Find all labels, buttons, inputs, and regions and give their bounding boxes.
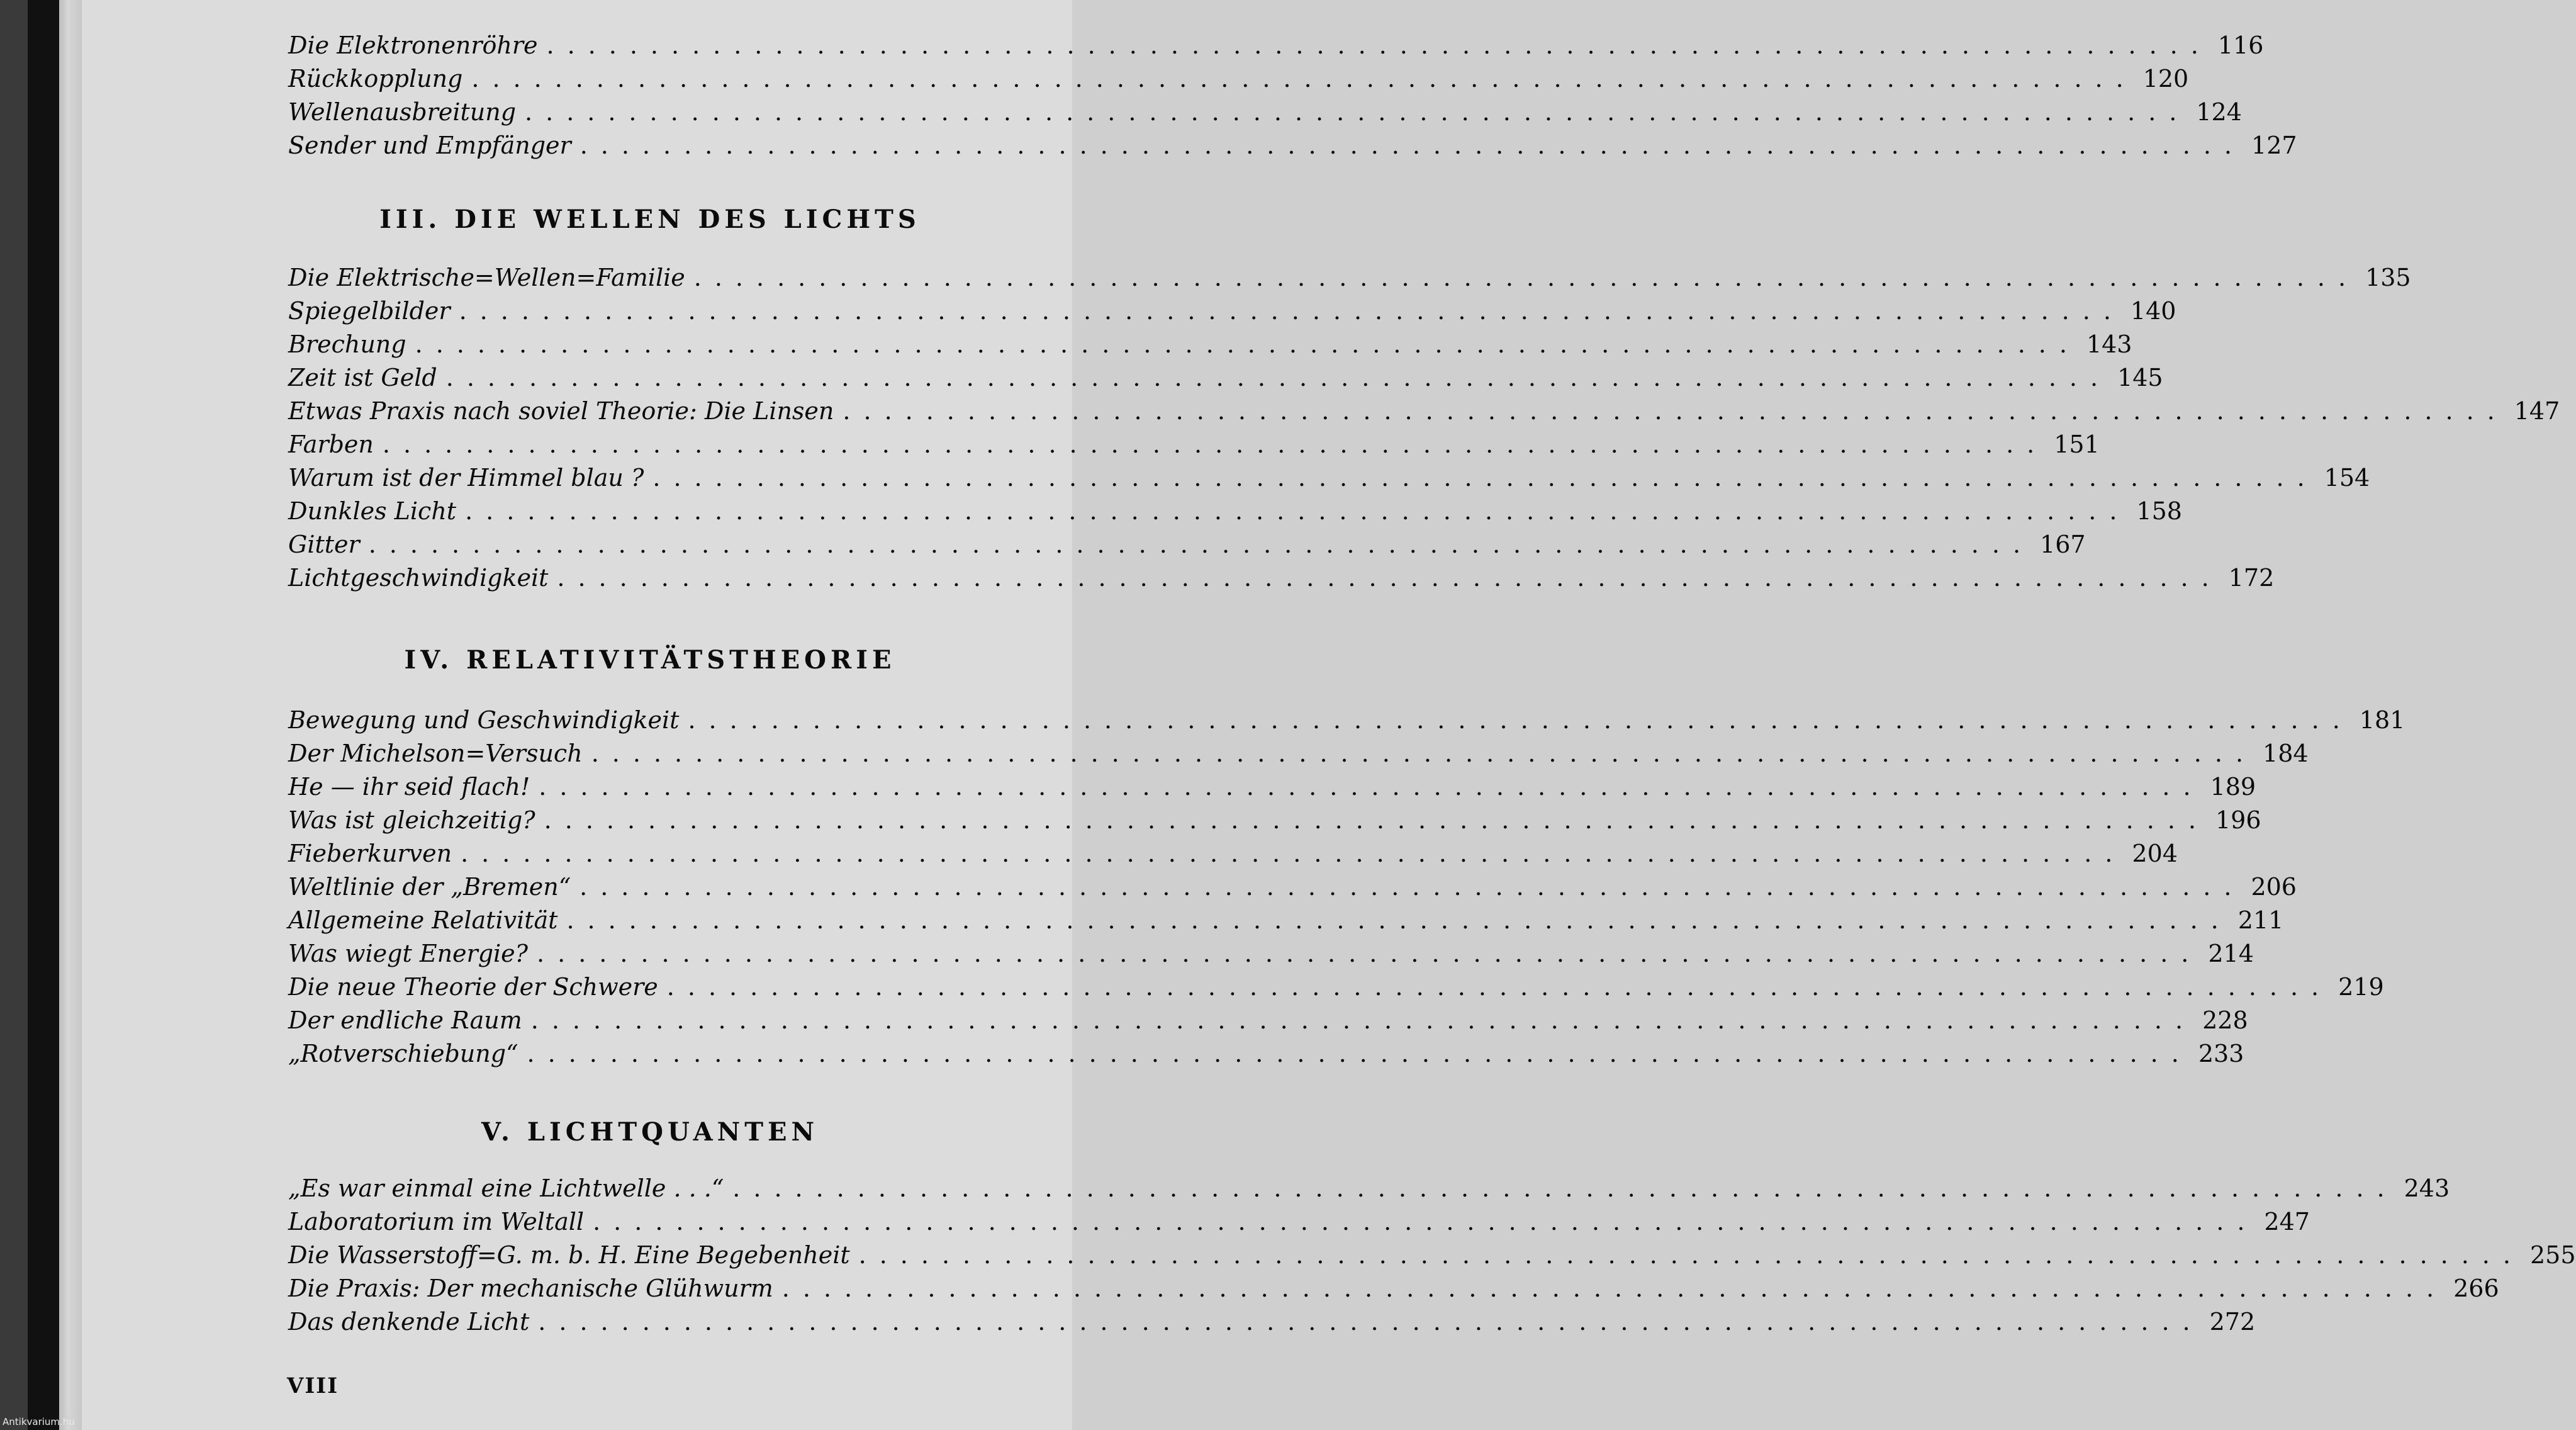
toc-entry bbox=[288, 428, 2100, 461]
dot-leader: ................................................................................ bbox=[537, 940, 2202, 967]
toc-entry bbox=[288, 461, 2370, 495]
toc-entry-title: Was wiegt Energie? bbox=[288, 940, 529, 967]
toc-entry-page: 211 bbox=[2237, 906, 2284, 934]
section-heading-5: V. LICHTQUANTEN bbox=[481, 1117, 819, 1147]
toc-entry-title: Zeit ist Geld bbox=[288, 364, 437, 391]
toc-entry bbox=[288, 29, 2264, 62]
toc-entry-page: 204 bbox=[2132, 840, 2178, 867]
book-spine bbox=[0, 0, 28, 1430]
toc-entry-title: He — ihr seid flach! bbox=[288, 773, 530, 801]
toc-entry-title: Brechung bbox=[288, 330, 406, 358]
dot-leader: ................................................................................ bbox=[591, 740, 2257, 767]
dot-leader: ................................................................................ bbox=[415, 330, 2080, 358]
toc-entry bbox=[288, 395, 2560, 428]
toc-entry-page: 243 bbox=[2404, 1174, 2450, 1202]
toc-entry bbox=[288, 261, 2411, 295]
toc-entry bbox=[288, 1305, 2256, 1339]
toc-entry-title: „Es war einmal eine Lichtwelle . . .“ bbox=[288, 1174, 724, 1202]
toc-list bbox=[288, 29, 2297, 162]
toc-entry bbox=[288, 971, 2384, 1004]
toc-entry-title: Sender und Empfänger bbox=[288, 132, 571, 159]
toc-entry bbox=[288, 495, 2182, 528]
toc-entry-title: Weltlinie der „Bremen“ bbox=[288, 873, 571, 901]
toc-entry-page: 140 bbox=[2130, 297, 2176, 325]
toc-entry-title: Rückkopplung bbox=[288, 65, 463, 93]
toc-list bbox=[288, 1172, 2576, 1339]
toc-entry bbox=[288, 1272, 2499, 1305]
dot-leader: ................................................................................ bbox=[652, 464, 2318, 492]
toc-entry-page: 158 bbox=[2136, 497, 2182, 525]
toc-entry bbox=[288, 904, 2284, 937]
toc-entry bbox=[288, 1205, 2310, 1239]
dot-leader: ................................................................................ bbox=[843, 397, 2508, 425]
toc-entry-title: Wellenausbreitung bbox=[288, 98, 517, 126]
dot-leader: ................................................................................ bbox=[544, 806, 2209, 834]
toc-entry bbox=[288, 737, 2309, 770]
toc-entry-page: 127 bbox=[2251, 132, 2297, 159]
dot-leader: ................................................................................ bbox=[693, 264, 2360, 291]
dot-leader: ................................................................................ bbox=[557, 564, 2222, 592]
dot-leader: ................................................................................ bbox=[527, 1040, 2192, 1067]
toc-entry bbox=[288, 804, 2261, 837]
dot-leader: ................................................................................ bbox=[580, 132, 2246, 159]
toc-entry-page: 233 bbox=[2198, 1040, 2244, 1067]
dot-leader: ................................................................................ bbox=[566, 906, 2232, 934]
toc-entry-title: Fieberkurven bbox=[288, 840, 452, 867]
dot-leader: ................................................................................ bbox=[382, 431, 2048, 458]
toc-entry-title: Gitter bbox=[288, 531, 360, 558]
toc-list bbox=[288, 261, 2560, 595]
toc-entry-page: 167 bbox=[2040, 531, 2086, 558]
dot-leader: ................................................................................ bbox=[538, 1308, 2204, 1336]
dot-leader: ................................................................................ bbox=[593, 1208, 2258, 1236]
toc-entry-title: Etwas Praxis nach soviel Theorie: Die Linsen bbox=[288, 397, 834, 425]
toc-entry-title: Bewegung und Geschwindigkeit bbox=[288, 706, 680, 734]
toc-entry-title: Farben bbox=[288, 431, 374, 458]
page-number: VIII bbox=[287, 1373, 339, 1399]
toc-entry-page: 147 bbox=[2514, 397, 2560, 425]
toc-entry bbox=[288, 1172, 2450, 1205]
toc-entry-title: Der endliche Raum bbox=[288, 1006, 522, 1034]
section-heading-3: III. DIE WELLEN DES LICHTS bbox=[379, 205, 921, 234]
toc-entry-title: Die Elektrische=Wellen=Familie bbox=[288, 264, 685, 291]
toc-entry-page: 247 bbox=[2264, 1208, 2310, 1236]
toc-entry-page: 181 bbox=[2359, 706, 2405, 734]
dot-leader: ................................................................................ bbox=[465, 497, 2131, 525]
toc-entry-title: Warum ist der Himmel blau ? bbox=[288, 464, 644, 492]
toc-entry-page: 145 bbox=[2117, 364, 2163, 391]
dot-leader: ................................................................................ bbox=[688, 706, 2353, 734]
toc-entry-page: 214 bbox=[2208, 940, 2254, 967]
toc-list bbox=[288, 704, 2405, 1071]
toc-entry-page: 266 bbox=[2453, 1275, 2499, 1302]
toc-entry-title: Dunkles Licht bbox=[288, 497, 457, 525]
dot-leader: ................................................................................ bbox=[445, 364, 2112, 391]
dot-leader: ................................................................................ bbox=[368, 531, 2034, 558]
toc-entry bbox=[288, 328, 2132, 361]
toc-entry bbox=[288, 870, 2297, 904]
toc-entry bbox=[288, 62, 2189, 96]
watermark-text: Antikvarium.hu bbox=[3, 1416, 75, 1427]
dot-leader: ................................................................................ bbox=[461, 840, 2126, 867]
toc-entry bbox=[288, 361, 2163, 395]
toc-entry-page: 255 bbox=[2529, 1241, 2576, 1269]
toc-entry-page: 196 bbox=[2215, 806, 2261, 834]
toc-entry-page: 228 bbox=[2202, 1006, 2248, 1034]
toc-entry-title: Die Elektronenröhre bbox=[288, 31, 538, 59]
toc-entry-page: 124 bbox=[2196, 98, 2242, 126]
toc-entry-page: 219 bbox=[2338, 973, 2384, 1001]
toc-entry-title: Was ist gleichzeitig? bbox=[288, 806, 535, 834]
toc-entry bbox=[288, 837, 2178, 870]
dot-leader: ................................................................................ bbox=[580, 873, 2245, 901]
toc-entry bbox=[288, 1037, 2244, 1071]
dot-leader: ................................................................................ bbox=[666, 973, 2332, 1001]
dot-leader: ................................................................................ bbox=[732, 1174, 2398, 1202]
section-heading-4: IV. RELATIVITÄTSTHEORIE bbox=[404, 645, 896, 675]
toc-entry bbox=[288, 1004, 2248, 1037]
toc-entry bbox=[288, 528, 2086, 561]
toc-entry-title: Das denkende Licht bbox=[288, 1308, 530, 1336]
dot-leader: ................................................................................ bbox=[781, 1275, 2448, 1302]
toc-entry-page: 120 bbox=[2142, 65, 2189, 93]
toc-entry-title: „Rotverschiebung“ bbox=[288, 1040, 518, 1067]
dot-leader: ................................................................................ bbox=[539, 773, 2204, 801]
toc-entry bbox=[288, 770, 2256, 804]
toc-entry bbox=[288, 96, 2242, 129]
toc-entry bbox=[288, 937, 2254, 971]
toc-entry bbox=[288, 561, 2275, 595]
toc-entry-title: Die Praxis: Der mechanische Glühwurm bbox=[288, 1275, 773, 1302]
dot-leader: ................................................................................ bbox=[546, 31, 2212, 59]
toc-entry-page: 272 bbox=[2209, 1308, 2256, 1336]
toc-entry-title: Allgemeine Relativität bbox=[288, 906, 558, 934]
toc-entry-title: Lichtgeschwindigkeit bbox=[288, 564, 549, 592]
toc-entry bbox=[288, 704, 2405, 737]
dot-leader: ................................................................................ bbox=[471, 65, 2137, 93]
toc-entry-page: 206 bbox=[2251, 873, 2297, 901]
toc-entry-title: Die neue Theorie der Schwere bbox=[288, 973, 658, 1001]
toc-entry-title: Die Wasserstoff=G. m. b. H. Eine Begebenheit bbox=[288, 1241, 850, 1269]
toc-entry-page: 135 bbox=[2365, 264, 2411, 291]
toc-entry-title: Laboratorium im Weltall bbox=[288, 1208, 585, 1236]
toc-entry-title: Der Michelson=Versuch bbox=[288, 740, 583, 767]
toc-entry-page: 184 bbox=[2263, 740, 2309, 767]
toc-entry-page: 143 bbox=[2086, 330, 2132, 358]
page-edge bbox=[59, 0, 82, 1430]
dot-leader: ................................................................................ bbox=[530, 1006, 2197, 1034]
toc-entry-title: Spiegelbilder bbox=[288, 297, 451, 325]
dot-leader: ................................................................................ bbox=[858, 1241, 2524, 1269]
toc-entry-page: 189 bbox=[2210, 773, 2256, 801]
toc-entry-page: 172 bbox=[2228, 564, 2275, 592]
toc-entry-page: 116 bbox=[2217, 31, 2264, 59]
toc-entry bbox=[288, 1239, 2576, 1272]
toc-entry-page: 151 bbox=[2054, 431, 2100, 458]
dot-leader: ................................................................................ bbox=[525, 98, 2190, 126]
toc-entry bbox=[288, 295, 2176, 328]
toc-entry bbox=[288, 129, 2297, 162]
dot-leader: ................................................................................ bbox=[459, 297, 2124, 325]
toc-entry-page: 154 bbox=[2324, 464, 2370, 492]
spine-binding bbox=[28, 0, 59, 1430]
